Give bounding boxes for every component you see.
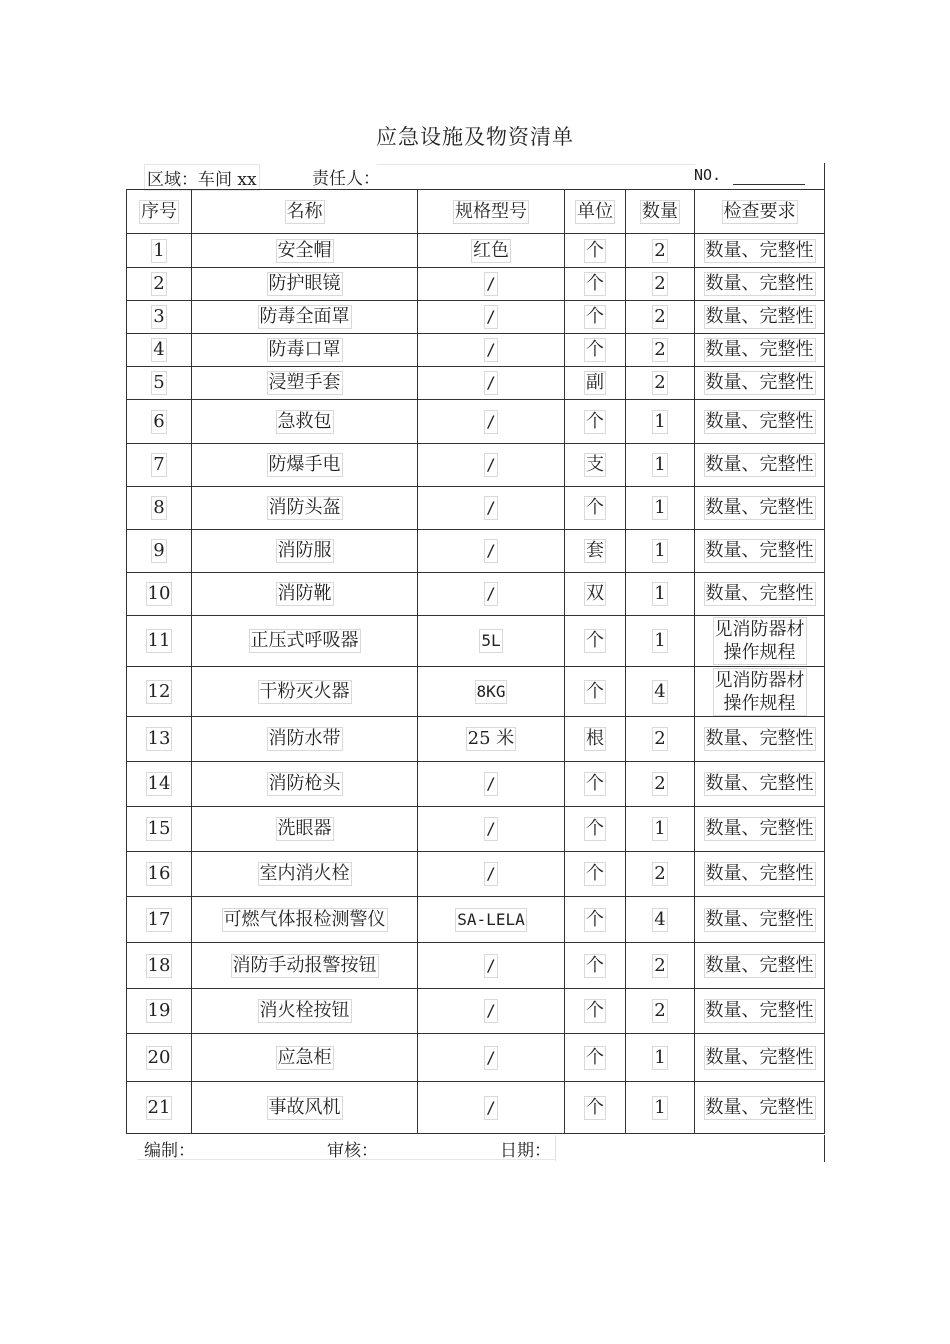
row-number-cell (127, 268, 192, 301)
item-quantity-cell (626, 897, 695, 943)
item-name: 洗眼器 (277, 818, 332, 839)
row-number: 12 (147, 680, 171, 702)
row-number: 21 (147, 1096, 171, 1118)
item-name-cell (192, 1034, 418, 1082)
item-quantity-cell (626, 334, 695, 367)
column-header: 序号 (127, 190, 192, 234)
item-quantity-cell (626, 400, 695, 444)
check-requirement: 数量、完整性 (705, 1000, 814, 1021)
check-requirement-cell (695, 717, 825, 762)
item-unit: 个 (586, 954, 604, 976)
item-spec: / (484, 1096, 498, 1120)
item-name-cell (192, 334, 418, 367)
check-requirement: 数量、完整性 (705, 1096, 814, 1118)
item-spec: / (484, 410, 498, 434)
check-requirement-cell (695, 989, 825, 1034)
item-name-cell (192, 268, 418, 301)
item-name-cell (192, 530, 418, 573)
item-quantity: 2 (654, 773, 666, 794)
item-unit-cell (565, 717, 626, 762)
item-name: 消防头盔 (268, 497, 341, 518)
item-spec: 25 米 (467, 728, 515, 749)
item-unit-cell (565, 301, 626, 334)
check-requirement: 数量、完整性 (705, 728, 814, 749)
item-spec: / (484, 772, 498, 796)
item-unit-cell (565, 573, 626, 616)
item-spec-cell (418, 807, 565, 852)
item-name-cell (192, 487, 418, 530)
check-requirement-cell (695, 943, 825, 989)
item-spec: 5L (479, 629, 502, 653)
footer-line (127, 1135, 825, 1162)
check-requirement (713, 668, 807, 716)
number-blank (733, 166, 805, 185)
item-quantity: 1 (654, 497, 666, 518)
item-spec-cell (418, 989, 565, 1034)
table-header-row (127, 190, 825, 234)
item-unit-cell (565, 943, 626, 989)
item-spec: / (484, 999, 498, 1023)
row-number-cell (127, 400, 192, 444)
item-quantity: 2 (654, 954, 666, 976)
responsible-label: 责任人： (312, 169, 380, 189)
row-number: 13 (147, 728, 171, 749)
row-number: 2 (153, 273, 165, 294)
check-requirement: 数量、完整性 (705, 239, 814, 261)
item-spec-cell (418, 717, 565, 762)
item-unit-cell (565, 762, 626, 807)
item-quantity-cell (626, 852, 695, 897)
row-number: 11 (147, 630, 171, 651)
row-number: 9 (153, 540, 165, 561)
item-unit-cell (565, 530, 626, 573)
table-row (127, 367, 825, 400)
table-row (127, 444, 825, 487)
prepared-by-label: 编制： (144, 1141, 195, 1161)
check-requirement: 数量、完整性 (705, 908, 814, 930)
date-label: 日期： (500, 1141, 551, 1161)
item-quantity: 1 (654, 454, 666, 475)
item-spec-cell (418, 616, 565, 667)
item-spec-cell (418, 334, 565, 367)
item-spec-cell (418, 367, 565, 400)
item-spec: / (484, 371, 498, 395)
row-number-cell (127, 807, 192, 852)
table-row (127, 616, 825, 667)
column-header: 规格型号 (418, 190, 565, 234)
table-row (127, 762, 825, 807)
item-quantity-cell (626, 367, 695, 400)
check-requirement: 数量、完整性 (705, 372, 814, 393)
number-label: NO. (694, 166, 722, 184)
table-row (127, 487, 825, 530)
item-spec: / (484, 338, 498, 362)
row-number: 1 (153, 239, 165, 261)
table-row (127, 1034, 825, 1082)
check-requirement-cell (695, 1034, 825, 1082)
check-requirement: 数量、完整性 (705, 339, 814, 360)
item-spec-cell (418, 487, 565, 530)
table-row (127, 334, 825, 367)
item-unit: 个 (586, 273, 604, 294)
check-requirement-cell (695, 234, 825, 268)
item-name: 消防服 (277, 540, 332, 561)
page-title: 应急设施及物资清单 (376, 125, 574, 149)
item-unit: 个 (586, 908, 604, 930)
item-quantity: 2 (654, 306, 666, 327)
item-spec-cell (418, 268, 565, 301)
row-number: 5 (153, 372, 165, 393)
item-unit-cell (565, 334, 626, 367)
check-requirement-cell (695, 897, 825, 943)
item-name: 安全帽 (277, 239, 332, 261)
check-requirement-cell (695, 268, 825, 301)
item-unit: 双 (586, 583, 604, 604)
item-quantity-cell (626, 234, 695, 268)
item-name: 消防靴 (277, 583, 332, 604)
row-number-cell (127, 334, 192, 367)
item-name: 事故风机 (268, 1096, 341, 1118)
row-number: 4 (153, 339, 165, 360)
column-header: 检查要求 (695, 190, 825, 234)
item-spec-cell (418, 852, 565, 897)
item-unit-cell (565, 400, 626, 444)
check-requirement: 数量、完整性 (705, 1046, 814, 1068)
item-unit: 个 (586, 863, 604, 884)
item-quantity: 2 (654, 273, 666, 294)
check-requirement-line: 见消防器材 (714, 619, 805, 640)
table-row (127, 667, 825, 717)
item-name: 浸塑手套 (268, 372, 341, 393)
check-requirement: 数量、完整性 (705, 497, 814, 518)
item-quantity: 1 (654, 540, 666, 561)
item-unit-cell (565, 367, 626, 400)
item-quantity: 1 (654, 1096, 666, 1118)
item-unit-cell (565, 616, 626, 667)
item-spec: / (484, 272, 498, 296)
item-spec-cell (418, 667, 565, 717)
row-number: 7 (153, 454, 165, 475)
item-unit: 副 (586, 372, 604, 393)
item-quantity-cell (626, 573, 695, 616)
item-quantity-cell (626, 444, 695, 487)
check-requirement-cell (695, 530, 825, 573)
item-spec: 红色 (473, 239, 509, 261)
check-requirement-cell (695, 367, 825, 400)
item-unit: 个 (586, 773, 604, 794)
item-quantity-cell (626, 989, 695, 1034)
check-requirement (713, 617, 807, 665)
row-number-cell (127, 897, 192, 943)
check-requirement: 数量、完整性 (705, 818, 814, 839)
row-number: 8 (153, 497, 165, 518)
item-spec: / (484, 496, 498, 520)
item-unit: 个 (586, 339, 604, 360)
item-spec-cell (418, 400, 565, 444)
item-name-cell (192, 616, 418, 667)
check-requirement-cell (695, 444, 825, 487)
row-number: 15 (147, 818, 171, 839)
item-unit: 根 (586, 728, 604, 749)
item-spec-cell (418, 1082, 565, 1134)
check-requirement: 数量、完整性 (705, 454, 814, 475)
row-number-cell (127, 530, 192, 573)
item-unit-cell (565, 1082, 626, 1134)
item-unit: 个 (586, 497, 604, 518)
item-spec: / (484, 539, 498, 563)
item-quantity: 2 (654, 728, 666, 749)
item-quantity-cell (626, 762, 695, 807)
table-row (127, 530, 825, 573)
item-quantity-cell (626, 1034, 695, 1082)
area-label: 区域：车间 xx (144, 164, 260, 191)
item-spec: 8KG (475, 680, 508, 704)
item-spec: / (484, 453, 498, 477)
row-number: 6 (153, 410, 165, 432)
check-requirement: 数量、完整性 (705, 306, 814, 327)
check-requirement-cell (695, 400, 825, 444)
check-requirement: 数量、完整性 (705, 583, 814, 604)
item-name: 消防枪头 (268, 773, 341, 794)
item-quantity: 1 (654, 1046, 666, 1068)
item-name-cell (192, 897, 418, 943)
item-name-cell (192, 989, 418, 1034)
item-spec: / (484, 1046, 498, 1070)
right-border-bottom (824, 1135, 825, 1162)
item-name-cell (192, 301, 418, 334)
item-spec-cell (418, 1034, 565, 1082)
item-unit-cell (565, 667, 626, 717)
check-requirement-cell (695, 301, 825, 334)
check-requirement: 数量、完整性 (705, 273, 814, 294)
check-requirement: 数量、完整性 (705, 954, 814, 976)
item-unit: 套 (586, 540, 604, 561)
column-header: 数量 (626, 190, 695, 234)
check-requirement-cell (695, 334, 825, 367)
item-name-cell (192, 943, 418, 989)
item-name: 急救包 (277, 410, 332, 432)
row-number: 18 (147, 954, 171, 976)
check-requirement-cell (695, 852, 825, 897)
item-unit-cell (565, 989, 626, 1034)
row-number: 10 (147, 583, 171, 604)
item-name-cell (192, 444, 418, 487)
item-unit-cell (565, 444, 626, 487)
check-requirement-cell (695, 762, 825, 807)
row-number-cell (127, 1034, 192, 1082)
item-name: 应急柜 (277, 1046, 332, 1068)
item-unit-cell (565, 807, 626, 852)
item-name-cell (192, 1082, 418, 1134)
row-number-cell (127, 444, 192, 487)
item-quantity-cell (626, 943, 695, 989)
item-name-cell (192, 234, 418, 268)
item-quantity: 1 (654, 583, 666, 604)
item-spec: SA-LELA (455, 908, 526, 932)
header-line (127, 163, 825, 190)
table-row (127, 301, 825, 334)
item-quantity-cell (626, 667, 695, 717)
item-spec-cell (418, 530, 565, 573)
item-unit: 支 (586, 454, 604, 475)
check-requirement: 数量、完整性 (705, 410, 814, 432)
footer-divider (555, 1135, 556, 1161)
item-quantity: 2 (654, 239, 666, 261)
item-spec: / (484, 954, 498, 978)
row-number-cell (127, 573, 192, 616)
item-name: 防毒口罩 (268, 339, 341, 360)
row-number-cell (127, 667, 192, 717)
item-name: 防毒全面罩 (259, 306, 350, 327)
item-unit-cell (565, 268, 626, 301)
item-quantity: 2 (654, 1000, 666, 1021)
item-quantity: 2 (654, 372, 666, 393)
item-unit-cell (565, 234, 626, 268)
table-row (127, 943, 825, 989)
check-requirement: 数量、完整性 (705, 540, 814, 561)
check-requirement-cell (695, 667, 825, 717)
item-spec-cell (418, 762, 565, 807)
check-requirement-cell (695, 1082, 825, 1134)
item-name: 消火栓按钮 (259, 1000, 350, 1021)
table-row (127, 573, 825, 616)
item-unit: 个 (586, 818, 604, 839)
responsible-field (377, 164, 695, 187)
row-number: 3 (153, 306, 165, 327)
item-unit: 个 (586, 239, 604, 261)
item-unit: 个 (586, 1046, 604, 1068)
item-name-cell (192, 717, 418, 762)
row-number-cell (127, 852, 192, 897)
item-unit: 个 (586, 306, 604, 327)
table-row (127, 807, 825, 852)
item-spec-cell (418, 301, 565, 334)
item-quantity: 1 (654, 818, 666, 839)
item-name-cell (192, 852, 418, 897)
item-quantity: 2 (654, 863, 666, 884)
row-number-cell (127, 367, 192, 400)
table-row (127, 1082, 825, 1134)
item-spec-cell (418, 897, 565, 943)
column-header: 单位 (565, 190, 626, 234)
item-name-cell (192, 667, 418, 717)
item-spec-cell (418, 943, 565, 989)
item-quantity: 4 (654, 908, 666, 930)
table-row (127, 268, 825, 301)
row-number-cell (127, 717, 192, 762)
row-number-cell (127, 301, 192, 334)
item-quantity-cell (626, 807, 695, 852)
row-number: 17 (147, 908, 171, 930)
item-unit-cell (565, 852, 626, 897)
item-unit-cell (565, 1034, 626, 1082)
item-name-cell (192, 573, 418, 616)
item-unit: 个 (586, 680, 604, 702)
row-number-cell (127, 487, 192, 530)
item-name: 室内消火栓 (259, 863, 350, 884)
item-spec: / (484, 817, 498, 841)
item-quantity-cell (626, 301, 695, 334)
item-name: 消防水带 (268, 728, 341, 749)
table-row (127, 989, 825, 1034)
item-unit: 个 (586, 1096, 604, 1118)
item-spec: / (484, 305, 498, 329)
item-quantity: 1 (654, 410, 666, 432)
item-spec-cell (418, 573, 565, 616)
item-quantity: 1 (654, 630, 666, 651)
item-name: 正压式呼吸器 (250, 630, 359, 651)
table-row (127, 717, 825, 762)
row-number-cell (127, 762, 192, 807)
row-number-cell (127, 989, 192, 1034)
materials-table (126, 189, 825, 1134)
row-number-cell (127, 234, 192, 268)
item-name-cell (192, 367, 418, 400)
item-unit-cell (565, 897, 626, 943)
item-quantity-cell (626, 268, 695, 301)
item-name: 可燃气体报检测警仪 (223, 908, 386, 930)
item-unit: 个 (586, 1000, 604, 1021)
table-row (127, 400, 825, 444)
check-requirement-line: 操作规程 (723, 642, 796, 663)
right-border-top (824, 163, 825, 190)
item-quantity-cell (626, 530, 695, 573)
item-name-cell (192, 400, 418, 444)
table-row (127, 852, 825, 897)
item-quantity-cell (626, 1082, 695, 1134)
item-name: 干粉灭火器 (259, 680, 350, 702)
item-name-cell (192, 762, 418, 807)
item-name: 防爆手电 (268, 454, 341, 475)
check-requirement-line: 操作规程 (723, 692, 796, 714)
column-header: 名称 (192, 190, 418, 234)
row-number-cell (127, 616, 192, 667)
check-requirement-cell (695, 487, 825, 530)
item-unit: 个 (586, 630, 604, 651)
row-number: 19 (147, 1000, 171, 1021)
check-requirement: 数量、完整性 (705, 773, 814, 794)
item-name: 防护眼镜 (268, 273, 341, 294)
check-requirement-line: 见消防器材 (714, 669, 805, 691)
item-spec-cell (418, 444, 565, 487)
item-quantity-cell (626, 616, 695, 667)
row-number-cell (127, 943, 192, 989)
check-requirement-cell (695, 573, 825, 616)
check-requirement: 数量、完整性 (705, 863, 814, 884)
item-spec-cell (418, 234, 565, 268)
row-number: 20 (147, 1046, 171, 1068)
row-number: 14 (147, 773, 171, 794)
item-unit: 个 (586, 410, 604, 432)
item-quantity-cell (626, 487, 695, 530)
check-requirement-cell (695, 616, 825, 667)
table-row (127, 234, 825, 268)
row-number-cell (127, 1082, 192, 1134)
item-spec: / (484, 862, 498, 886)
item-name: 消防手动报警按钮 (232, 954, 377, 976)
table-row (127, 897, 825, 943)
item-spec: / (484, 582, 498, 606)
reviewed-by-label: 审核： (327, 1141, 378, 1161)
item-name-cell (192, 807, 418, 852)
item-unit-cell (565, 487, 626, 530)
item-quantity: 2 (654, 339, 666, 360)
item-quantity-cell (626, 717, 695, 762)
check-requirement-cell (695, 807, 825, 852)
row-number: 16 (147, 863, 171, 884)
item-quantity: 4 (654, 680, 666, 702)
